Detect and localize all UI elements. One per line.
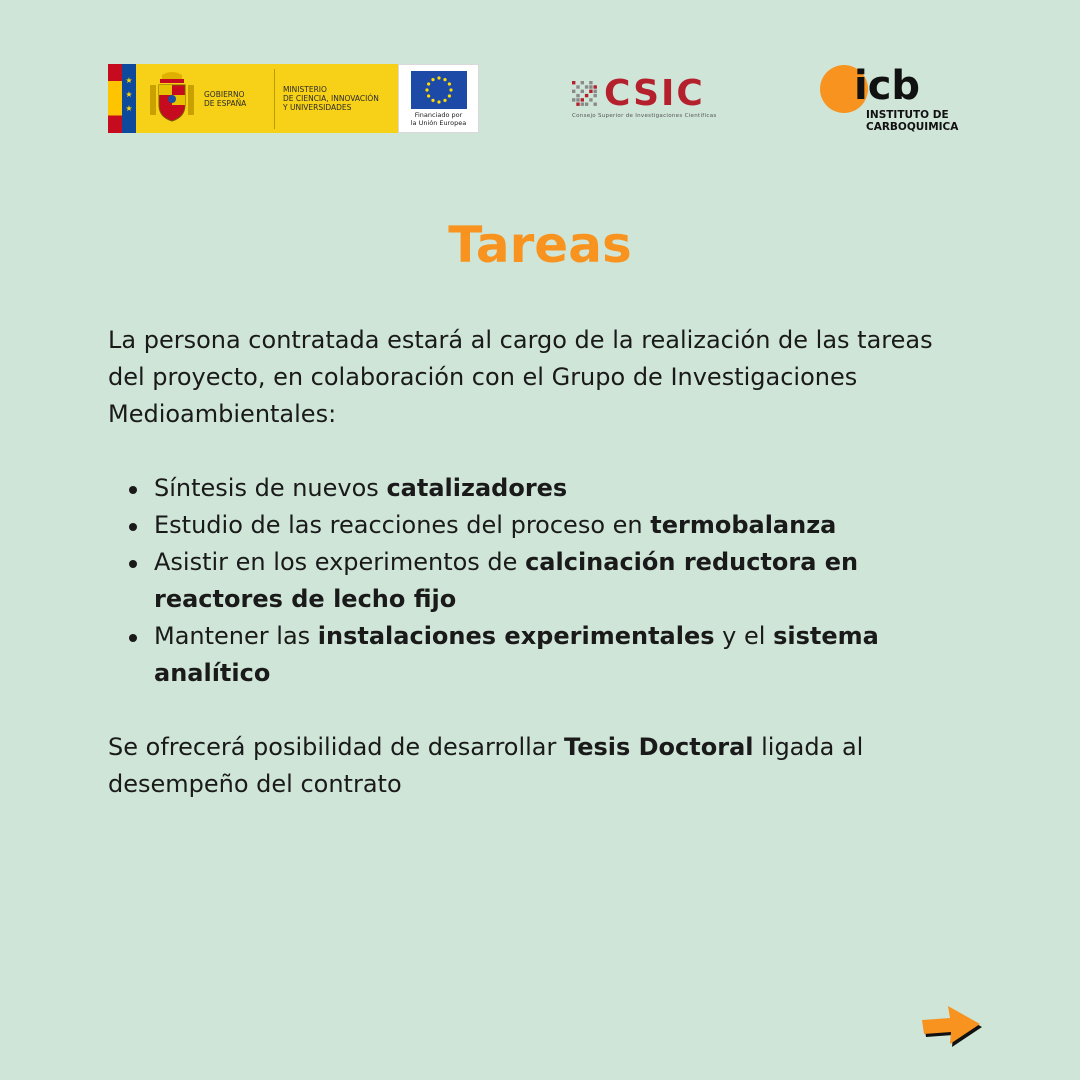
outro-text: Se ofrecerá posibilidad de desarrollar	[108, 733, 565, 761]
task-text-connector: y el	[714, 622, 774, 650]
icb-subtitle-line1: INSTITUTO DE	[866, 109, 949, 121]
gobierno-divider	[274, 69, 275, 129]
eu-flag-icon	[411, 71, 467, 109]
eu-line2: la Unión Europea	[410, 118, 467, 127]
page-title: Tareas	[448, 216, 632, 274]
list-item	[108, 470, 968, 507]
outro-highlight: Tesis Doctoral	[564, 733, 754, 761]
gobierno-yellow-panel	[136, 64, 398, 133]
icb-subtitle-line2: CARBOQUIMICA	[866, 121, 959, 133]
eu-funding-text	[411, 111, 467, 127]
arrow-right-icon[interactable]	[914, 998, 984, 1048]
coat-of-arms-icon	[146, 71, 198, 127]
icb-subtitle	[866, 109, 958, 133]
task-highlight: instalaciones experimentales	[317, 622, 715, 650]
csic-pattern-icon	[572, 81, 598, 107]
list-item	[108, 618, 968, 692]
icb-logo	[818, 64, 978, 136]
gobierno-line1: GOBIERNO	[204, 89, 245, 99]
ministerio-line3: Y UNIVERSIDADES	[283, 103, 352, 112]
task-highlight-2: sistema analítico	[154, 622, 879, 687]
ministerio-line1: MINISTERIO	[283, 85, 327, 94]
outro-text-end: ligada al desempeño del contrato	[108, 733, 864, 798]
csic-subtitle: Consejo Superior de Investigaciones Científicas	[572, 113, 717, 119]
list-item	[108, 544, 968, 618]
task-highlight: termobalanza	[650, 511, 837, 539]
csic-logo	[572, 73, 730, 122]
csic-wordmark: CSIC	[604, 73, 705, 114]
gobierno-text	[204, 90, 266, 108]
spain-flag-stripe	[108, 64, 122, 133]
ministerio-line2: DE CIENCIA, INNOVACIÓN	[283, 94, 379, 103]
icb-wordmark: icb	[854, 63, 921, 109]
gobierno-espana-logo	[108, 64, 479, 133]
task-text: Síntesis de nuevos	[154, 474, 387, 502]
outro-paragraph	[108, 729, 968, 803]
gobierno-line2: DE ESPAÑA	[204, 98, 247, 108]
task-list	[108, 470, 968, 692]
intro-paragraph: La persona contratada estará al cargo de la realización de las tareas del proyecto, en colaboración con el Grupo de Investigaciones Medioambientales:	[108, 326, 933, 428]
task-text: Mantener las	[154, 622, 318, 650]
ministerio-text	[283, 85, 393, 112]
task-text: Estudio de las reacciones del proceso en	[154, 511, 651, 539]
task-text: Asistir en los experimentos de	[154, 548, 526, 576]
eu-line1: Financiado por	[414, 110, 463, 119]
eu-funding-panel	[398, 64, 479, 133]
task-highlight: calcinación reductora en reactores de lecho fijo	[154, 548, 859, 613]
column-stars-icon: ★ ★ ★	[122, 64, 136, 133]
list-item	[108, 507, 968, 544]
task-highlight: catalizadores	[386, 474, 568, 502]
